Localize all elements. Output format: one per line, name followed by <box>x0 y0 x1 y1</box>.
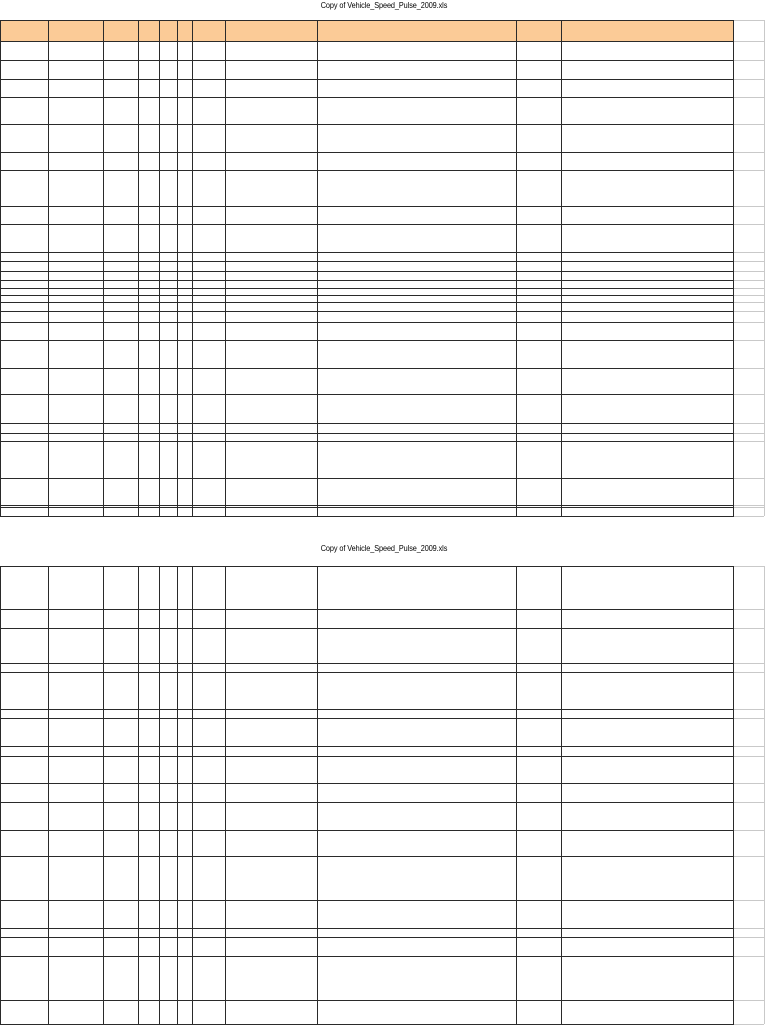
outer-grid-line <box>734 663 764 664</box>
table-row <box>0 97 734 98</box>
outer-grid-line <box>734 394 764 395</box>
table-row <box>0 423 734 424</box>
table-row <box>0 709 734 710</box>
table-row <box>0 261 734 262</box>
column-divider <box>192 20 193 516</box>
outer-grid-line <box>734 433 764 434</box>
table-row <box>0 41 734 42</box>
page-title: Copy of Vehicle_Speed_Pulse_2009.xls <box>320 543 448 553</box>
table-row <box>0 802 734 803</box>
outer-grid-line <box>734 478 764 479</box>
table-row <box>0 152 734 153</box>
column-divider <box>138 20 139 516</box>
table-row <box>0 322 734 323</box>
table-row <box>0 830 734 831</box>
column-divider <box>561 566 562 1024</box>
table-bottom-border <box>0 516 734 517</box>
outer-grid-line <box>734 311 764 312</box>
spreadsheet-table <box>0 566 734 1024</box>
outer-grid-line <box>764 566 765 1024</box>
outer-grid-line <box>734 566 764 567</box>
page-title: Copy of Vehicle_Speed_Pulse_2009.xls <box>320 0 448 10</box>
table-row <box>0 900 734 901</box>
outer-grid-line <box>734 505 764 506</box>
table-row <box>0 394 734 395</box>
column-divider <box>103 20 104 516</box>
outer-grid-line <box>764 20 765 516</box>
column-divider <box>317 20 318 516</box>
outer-grid-line <box>734 288 764 289</box>
table-row <box>0 170 734 171</box>
outer-grid-line <box>734 20 764 21</box>
column-divider <box>103 566 104 1024</box>
table-row <box>0 206 734 207</box>
table-row <box>0 311 734 312</box>
column-divider <box>177 566 178 1024</box>
outer-grid-line <box>734 928 764 929</box>
column-divider <box>225 20 226 516</box>
table-row <box>0 746 734 747</box>
outer-grid-line <box>734 295 764 296</box>
table-row <box>0 224 734 225</box>
outer-grid-line <box>734 516 764 517</box>
table-row <box>0 478 734 479</box>
outer-grid-line <box>734 252 764 253</box>
table-row <box>0 271 734 272</box>
outer-grid-line <box>734 937 764 938</box>
table-row <box>0 856 734 857</box>
outer-grid-line <box>734 60 764 61</box>
table-row <box>0 956 734 957</box>
table-row <box>0 628 734 629</box>
outer-grid-line <box>734 152 764 153</box>
table-row <box>0 20 734 21</box>
outer-grid-line <box>734 271 764 272</box>
outer-grid-line <box>734 41 764 42</box>
table-row <box>0 756 734 757</box>
column-divider <box>225 566 226 1024</box>
table-row <box>0 340 734 341</box>
header-row <box>0 20 734 41</box>
outer-grid-line <box>734 856 764 857</box>
column-divider <box>48 566 49 1024</box>
table-row <box>0 505 734 506</box>
table-row <box>0 718 734 719</box>
table-row <box>0 124 734 125</box>
column-divider <box>0 20 1 516</box>
outer-grid-line <box>734 609 764 610</box>
outer-grid-line <box>734 802 764 803</box>
table-row <box>0 928 734 929</box>
outer-grid-line <box>734 1000 764 1001</box>
table-row <box>0 252 734 253</box>
table-row <box>0 783 734 784</box>
outer-grid-line <box>734 718 764 719</box>
table-row <box>0 79 734 80</box>
outer-grid-line <box>734 124 764 125</box>
outer-grid-line <box>734 280 764 281</box>
column-divider <box>177 20 178 516</box>
table-row <box>0 663 734 664</box>
outer-grid-line <box>734 830 764 831</box>
column-divider <box>0 566 1 1024</box>
outer-grid-line <box>734 206 764 207</box>
table-row <box>0 60 734 61</box>
column-divider <box>317 566 318 1024</box>
table-row <box>0 507 734 508</box>
outer-grid-line <box>734 97 764 98</box>
table-row <box>0 441 734 442</box>
outer-grid-line <box>734 170 764 171</box>
table-row <box>0 295 734 296</box>
outer-grid-line <box>734 709 764 710</box>
column-divider <box>159 20 160 516</box>
outer-grid-line <box>734 628 764 629</box>
table-row <box>0 566 734 567</box>
table-row <box>0 1000 734 1001</box>
column-divider <box>561 20 562 516</box>
outer-grid-line <box>734 261 764 262</box>
table-row <box>0 937 734 938</box>
outer-grid-line <box>734 79 764 80</box>
column-divider <box>138 566 139 1024</box>
outer-grid-line <box>734 746 764 747</box>
column-divider <box>159 566 160 1024</box>
table-row <box>0 280 734 281</box>
column-divider <box>516 20 517 516</box>
column-divider <box>516 566 517 1024</box>
outer-grid-line <box>734 368 764 369</box>
table-row <box>0 672 734 673</box>
outer-grid-line <box>734 224 764 225</box>
table-row <box>0 609 734 610</box>
outer-grid-line <box>734 756 764 757</box>
outer-grid-line <box>734 302 764 303</box>
outer-grid-line <box>734 441 764 442</box>
spreadsheet-table <box>0 20 734 516</box>
table-row <box>0 302 734 303</box>
outer-grid-line <box>734 322 764 323</box>
outer-grid-line <box>734 672 764 673</box>
outer-grid-line <box>734 507 764 508</box>
outer-grid-line <box>734 783 764 784</box>
outer-grid-line <box>734 340 764 341</box>
outer-grid-line <box>734 900 764 901</box>
table-row <box>0 288 734 289</box>
column-divider <box>192 566 193 1024</box>
table-row <box>0 433 734 434</box>
table-row <box>0 368 734 369</box>
outer-grid-line <box>734 423 764 424</box>
column-divider <box>48 20 49 516</box>
outer-grid-line <box>734 956 764 957</box>
